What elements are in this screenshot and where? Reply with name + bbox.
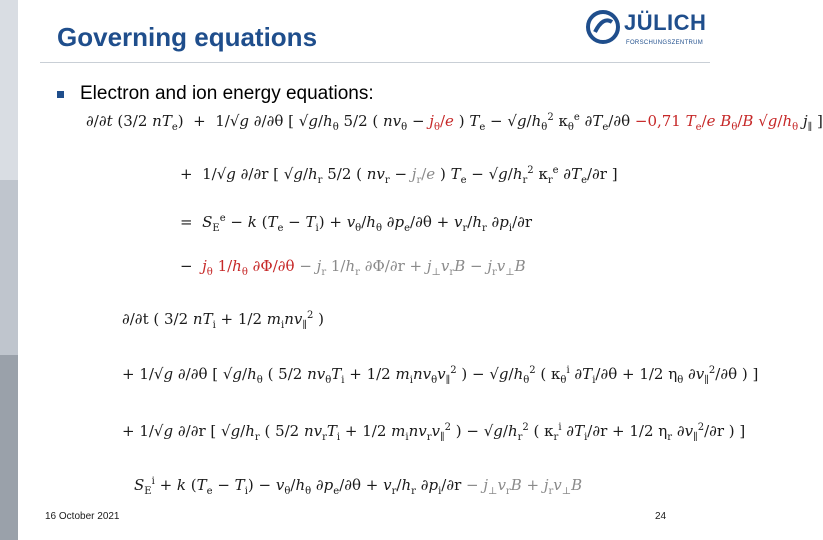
electron-eq-line-2: + 1/√g ∂/∂r [ $√g/h_r$ 5/2 ( $nv_r - j_r/e$ ) $T_e - √g/h_r^2$ $\kappa_r^e$ $\partial T_e/\partial r$ ] [180,165,618,186]
logo-name: JÜLICH [624,10,707,35]
left-decor-bar-middle [0,180,18,355]
bullet-text: Electron and ion energy equations: [80,83,374,104]
left-decor-bar-top [0,0,18,180]
left-decor-bar-bottom [0,355,18,540]
ion-eq-line-3: + 1/√g ∂/∂r [ $√g/h_r$ ( 5/2 $nv_rT_i + 1/2$ $m_inv_rv_\parallel^2$ ) − $√g/h_r^2$ ( $\kappa_r^i$ $\partial T_i/\partial r + 1/2$ $\eta_r$ $\partial v_\parallel^2/\partial r$ ) ] [122,422,746,443]
logo-subtitle: FORSCHUNGSZENTRUM [626,40,704,46]
header-divider [40,62,710,63]
juelich-logo-icon [586,10,620,44]
ion-eq-line-4: $S_E^i + k$ $(T_e - T_i) - v_\theta/h_\theta$ $\partial p_e/\partial\theta + v_r/h_r$ $\partial p_i/\partial r - j_\perp v_rB + j_rv_\perp B$ [134,476,583,497]
page-number: 24 [655,511,667,522]
footer-date: 16 October 2021 [45,511,120,522]
slide-title: Governing equations [57,22,318,52]
electron-eq-line-3: = $S_E^e - k$ $(T_e - T_i) + v_\theta/h_\theta$ $\partial p_e/\partial\theta + v_r/h_r$ $\partial p_i/\partial r$ [180,213,533,234]
electron-eq-line-4: − $j_\theta$ $1/h_\theta$ $\partial\Phi/\partial\theta - j_r$ $1/h_r$ $\partial\Phi/\partial r + j_\perp v_rB - j_rv_\perp B$ [180,257,526,278]
juelich-logo [586,8,714,52]
electron-eq-line-1: ∂/∂t (3/2 $nT_e) + 1/√g$ ∂/∂θ [ $√g/h_\theta$ 5/2 ( $nv_\theta - j_\theta/e$ ) $T_e - √g/h_\theta^2$ $\kappa_\theta^e$ $\partial T_e/\partial\theta -0,71$ $T_e/e$ $B_\theta/B$ $√g/h_\theta$ $j_\parallel$ ] [86,112,823,133]
ion-eq-line-1: ∂/∂t ( 3/2 $nT_i + 1/2$ $m_inv_\parallel^2$ ) [122,310,324,331]
bullet-item [57,83,374,105]
ion-eq-line-2: + 1/√g ∂/∂θ [ $√g/h_\theta$ ( 5/2 $nv_\theta T_i + 1/2$ $m_inv_\theta v_\parallel^2$ ) − $√g/h_\theta^2$ ( $\kappa_\theta^i$ $\partial T_i/\partial\theta + 1/2$ $\eta_\theta$ $\partial v_\parallel^2/\partial\theta$ ) ] [122,365,759,386]
bullet-marker [57,91,64,98]
